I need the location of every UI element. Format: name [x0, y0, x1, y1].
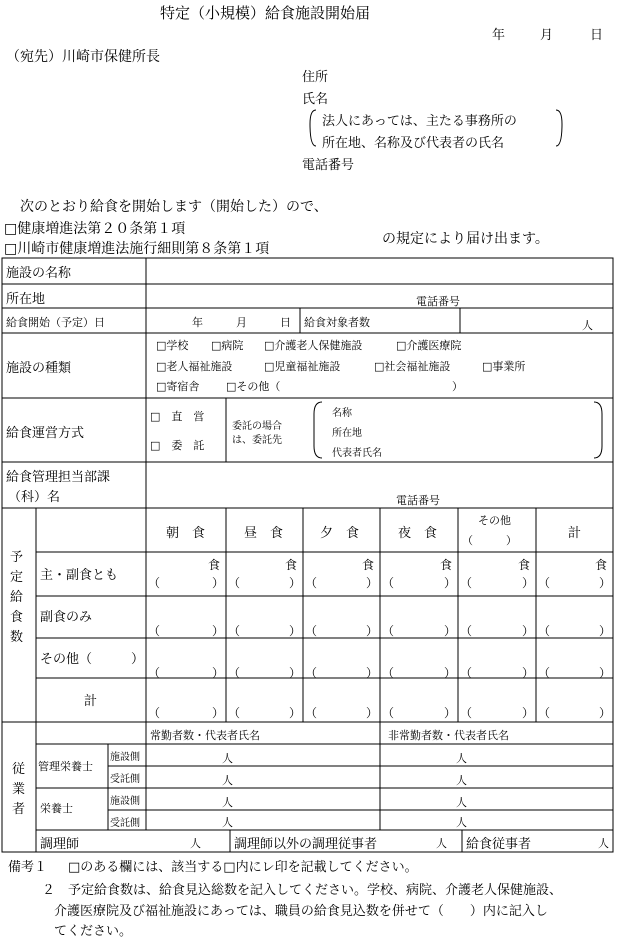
phone-label: 電話番号: [302, 158, 355, 173]
meal-paren-open: （: [148, 666, 161, 680]
type-other-close-paren: ）: [452, 380, 463, 393]
meal-header-total: 計: [568, 526, 582, 541]
meal-unit: 食: [362, 558, 375, 572]
meal-paren-open: （: [148, 576, 161, 590]
staff-side-char: 者: [12, 802, 26, 817]
person-unit: 人: [456, 796, 467, 809]
meal-paren-open: （: [382, 576, 395, 590]
meal-row-total: 計: [84, 694, 98, 709]
meal-paren-close: ）: [522, 666, 535, 680]
consign-rep-label: 代表者氏名: [332, 448, 382, 459]
meal-paren-open: （: [305, 706, 318, 720]
meal-paren-open: （: [228, 576, 241, 590]
cook-unit: 人: [190, 837, 201, 850]
kanri-contract-side: 受託側: [110, 774, 140, 785]
note-2-label: ２: [42, 883, 56, 898]
note-1-text: □のある欄には、該当する□内にレ印を記載してください。: [68, 860, 418, 875]
meal-paren-open: （: [382, 666, 395, 680]
facility-name-label: 施設の名称: [6, 266, 72, 281]
meal-paren-open: （: [460, 576, 473, 590]
person-unit: 人: [222, 796, 233, 809]
meal-paren-close: ）: [366, 624, 379, 638]
consign-note-line2: は、委託先: [232, 435, 282, 446]
meal-paren-open: （: [538, 624, 551, 638]
consign-location-label: 所在地: [332, 428, 362, 439]
staff-side-char: 業: [12, 782, 26, 797]
meal-paren-open: （: [460, 666, 473, 680]
person-unit: 人: [222, 774, 233, 787]
meal-paren-close: ）: [212, 666, 225, 680]
meal-paren-open: （: [305, 576, 318, 590]
cook-label: 調理師: [40, 837, 80, 852]
meals-side-char: 数: [10, 630, 24, 645]
meal-paren-close: ）: [212, 624, 225, 638]
meal-paren-close: ）: [366, 666, 379, 680]
meal-paren-close: ）: [444, 624, 457, 638]
meal-row-side-only: 副食のみ: [40, 610, 93, 625]
address-label: 住所: [302, 70, 329, 85]
person-unit: 人: [456, 816, 467, 829]
type-checkbox-school[interactable]: □学校: [156, 339, 189, 352]
date-year: 年: [492, 28, 506, 43]
meal-worker-unit: 人: [598, 837, 609, 850]
page-title: 特定（小規模）給食施設開始届: [160, 4, 371, 22]
meal-paren-open: （: [228, 624, 241, 638]
meal-paren-open: （: [148, 624, 161, 638]
note-2-text-a: 予定給食数は、給食見込総数を記入してください。学校、病院、介護老人保健施設、: [68, 883, 563, 898]
type-checkbox-business[interactable]: □事業所: [482, 360, 526, 373]
meal-paren-close: ）: [522, 624, 535, 638]
person-unit: 人: [222, 752, 233, 765]
start-month: 月: [236, 316, 247, 329]
dept-label-line2: （科）名: [8, 490, 61, 505]
meal-row-other: その他（ ）: [40, 652, 145, 667]
meal-paren-close: ）: [444, 706, 457, 720]
type-checkbox-social-welfare[interactable]: □社会福祉施設: [374, 360, 451, 373]
meal-unit: 食: [518, 558, 531, 572]
meal-header-other-paren: （ ）: [462, 534, 517, 547]
meal-paren-close: ）: [522, 576, 535, 590]
meal-paren-close: ）: [522, 706, 535, 720]
target-count-label: 給食対象者数: [304, 316, 370, 329]
addressee: （宛先）川崎市保健所長: [6, 49, 160, 65]
meal-paren-open: （: [460, 624, 473, 638]
meal-paren-close: ）: [599, 706, 612, 720]
meal-unit: 食: [440, 558, 453, 572]
meal-paren-open: （: [460, 706, 473, 720]
meals-side-char: 定: [10, 570, 24, 585]
eiyoushi-facility-side: 施設側: [110, 796, 140, 807]
target-count-unit: 人: [582, 319, 593, 332]
meal-paren-close: ）: [289, 666, 302, 680]
date-month: 月: [540, 28, 554, 43]
start-year: 年: [192, 316, 203, 329]
meal-unit: 食: [595, 558, 608, 572]
person-unit: 人: [456, 774, 467, 787]
type-checkbox-other[interactable]: □その他（: [226, 380, 281, 393]
meal-paren-open: （: [228, 666, 241, 680]
location-label: 所在地: [6, 292, 46, 307]
eiyoushi-label: 栄養士: [40, 802, 73, 815]
type-checkbox-geriatric-health[interactable]: □介護老人保健施設: [264, 339, 363, 352]
meal-paren-close: ）: [289, 576, 302, 590]
dept-phone-label: 電話番号: [396, 494, 440, 507]
meal-paren-open: （: [148, 706, 161, 720]
eiyoushi-contract-side: 受託側: [110, 818, 140, 829]
meal-paren-open: （: [382, 624, 395, 638]
meal-paren-open: （: [305, 624, 318, 638]
meal-paren-open: （: [538, 706, 551, 720]
meal-paren-close: ）: [366, 706, 379, 720]
person-unit: 人: [456, 752, 467, 765]
person-unit: 人: [222, 816, 233, 829]
fulltime-header: 常勤者数・代表者氏名: [150, 729, 260, 742]
meal-paren-open: （: [382, 706, 395, 720]
staff-side-label: [12, 760, 25, 820]
type-checkbox-child-welfare[interactable]: □児童福祉施設: [264, 360, 341, 373]
meal-paren-close: ）: [599, 576, 612, 590]
op-direct-checkbox[interactable]: □ 直 営: [150, 410, 205, 423]
meals-side-char: 給: [10, 590, 24, 605]
meals-side-char: 食: [10, 610, 24, 625]
intro-suffix: の規定により届け出ます。: [382, 231, 549, 247]
meals-side-label: [10, 548, 23, 648]
start-day: 日: [280, 316, 291, 329]
meal-row-main-side: 主・副食とも: [40, 568, 119, 583]
start-date-label: 給食開始（予定）日: [6, 316, 105, 329]
consign-name-label: 名称: [332, 408, 352, 419]
type-checkbox-dormitory[interactable]: □寄宿舎: [156, 380, 200, 393]
meal-header-other: その他: [478, 514, 511, 527]
kanri-facility-side: 施設側: [110, 752, 140, 763]
location-phone-label: 電話番号: [416, 295, 460, 308]
date-day: 日: [590, 28, 604, 43]
note-2-text-b: 介護医療院及び福祉施設にあっては、職員の給食見込数を併せて（ ）内に記入し: [54, 904, 548, 919]
consign-note-line1: 委託の場合: [232, 421, 282, 432]
consign-bracket-right: [594, 402, 602, 458]
meal-worker-label: 給食従事者: [466, 837, 532, 852]
note-1-label: 備考１: [8, 860, 48, 875]
meal-unit: 食: [208, 558, 221, 572]
meals-side-char: 予: [10, 550, 24, 565]
op-consign-checkbox[interactable]: □ 委 託: [150, 439, 205, 452]
meal-header-lunch: 昼 食: [244, 526, 284, 541]
meal-paren-open: （: [305, 666, 318, 680]
corp-bracket-left: [310, 110, 316, 146]
other-cook-unit: 人: [436, 837, 447, 850]
corp-note-line1: 法人にあっては、主たる事務所の: [322, 114, 517, 129]
meal-paren-close: ）: [289, 624, 302, 638]
meal-unit: 食: [285, 558, 298, 572]
type-checkbox-long-term-care[interactable]: □介護医療院: [396, 339, 462, 352]
note-2-text-c: てください。: [54, 924, 133, 939]
corp-bracket-right: [556, 110, 562, 146]
kanri-eiyoushi-label: 管理栄養士: [38, 760, 93, 773]
meal-paren-close: ）: [444, 666, 457, 680]
other-cook-label: 調理師以外の調理従事者: [234, 837, 378, 852]
meal-paren-close: ）: [599, 666, 612, 680]
meal-paren-close: ）: [366, 576, 379, 590]
meal-paren-close: ）: [599, 624, 612, 638]
name-label: 氏名: [302, 92, 329, 107]
type-checkbox-hospital[interactable]: □病院: [211, 339, 244, 352]
parttime-header: 非常勤者数・代表者氏名: [388, 729, 509, 742]
meal-paren-close: ）: [444, 576, 457, 590]
facility-type-label: 施設の種類: [6, 361, 72, 376]
meal-paren-open: （: [538, 576, 551, 590]
meal-paren-close: ）: [212, 706, 225, 720]
consign-bracket-left: [314, 402, 322, 458]
dept-label-line1: 給食管理担当部課: [6, 470, 111, 485]
meal-paren-open: （: [538, 666, 551, 680]
law-option-1[interactable]: □健康増進法第２０条第１項: [4, 221, 186, 237]
law-option-2[interactable]: □川崎市健康増進法施行細則第８条第１項: [4, 241, 270, 257]
meal-header-breakfast: 朝 食: [166, 526, 206, 541]
meal-paren-close: ）: [289, 706, 302, 720]
type-checkbox-elderly-welfare[interactable]: □老人福祉施設: [156, 360, 233, 373]
meal-paren-close: ）: [212, 576, 225, 590]
meal-header-night: 夜 食: [398, 526, 438, 541]
operation-label: 給食運営方式: [6, 426, 85, 441]
corp-note-line2: 所在地、名称及び代表者の氏名: [322, 136, 505, 151]
intro-line: 次のとおり給食を開始します（開始した）ので、: [20, 199, 328, 215]
staff-side-char: 従: [12, 762, 26, 777]
meal-header-dinner: 夕 食: [320, 526, 360, 541]
meal-paren-open: （: [228, 706, 241, 720]
